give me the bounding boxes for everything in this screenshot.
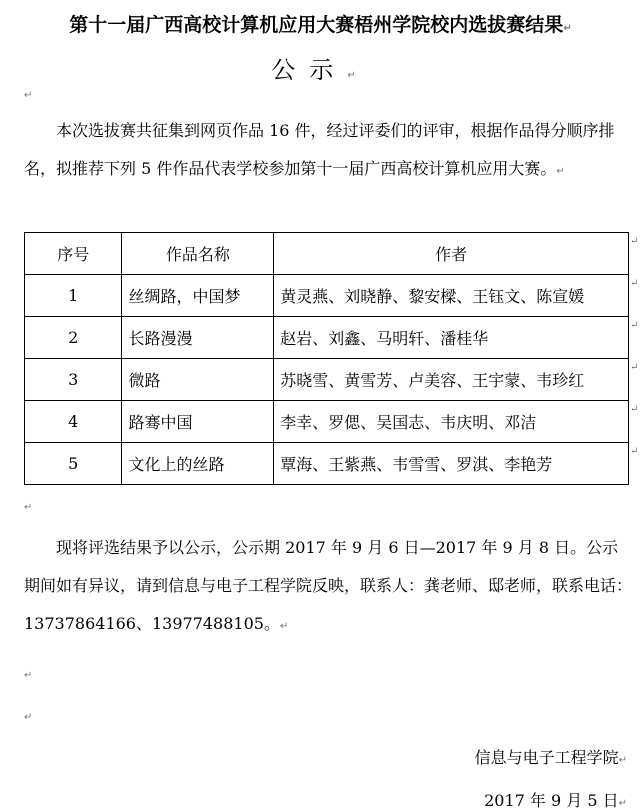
work-title: 长路漫漫 <box>122 317 274 359</box>
row-end-mark-icon: ↵ <box>630 362 639 373</box>
paragraph-mark-icon: ↵ <box>24 712 33 723</box>
row-end-mark-icon: ↵ <box>630 320 639 331</box>
table-row <box>25 275 629 317</box>
intro-paragraph: 本次选拔赛共征集到网页作品 16 件，经过评委们的评审，根据作品得分顺序排名，拟推荐下列 5 件作品代表学校参加第十一届广西高校计算机应用大赛。↵ <box>24 121 615 178</box>
paragraph-mark-icon: ↵ <box>347 70 370 81</box>
paragraph-mark-icon: ↵ <box>618 798 627 809</box>
header-cell-no: 序号 <box>25 233 122 275</box>
table-row <box>25 443 629 485</box>
work-authors: 黄灵燕、刘晓静、黎安樑、王钰文、陈宣媛 <box>274 275 629 317</box>
work-authors: 赵岩、刘鑫、马明轩、潘桂华 <box>274 317 629 359</box>
work-title: 微路 <box>122 359 274 401</box>
document-title: 第十一届广西高校计算机应用大赛梧州学院校内选拔赛结果↵ <box>69 14 572 36</box>
work-authors: 李幸、罗偲、吴国志、韦庆明、邓洁 <box>274 401 629 443</box>
paragraph-mark-icon: ↵ <box>618 755 627 766</box>
work-authors: 苏晓雪、黄雪芳、卢美容、王宇蒙、韦珍红 <box>274 359 629 401</box>
paragraph-mark-icon: ↵ <box>279 621 289 632</box>
results-table <box>24 232 629 485</box>
table-row <box>25 359 629 401</box>
row-number: 5 <box>25 443 122 485</box>
paragraph-mark-icon: ↵ <box>563 23 572 34</box>
document-subtitle: 公示↵ <box>271 56 370 84</box>
row-end-mark-icon: ↵ <box>630 404 639 415</box>
table-row <box>25 317 629 359</box>
paragraph-mark-icon: ↵ <box>556 166 565 177</box>
paragraph-mark-icon: ↵ <box>24 90 33 101</box>
work-title: 丝绸路，中国梦 <box>122 275 274 317</box>
row-end-mark-icon: ↵ <box>630 236 639 247</box>
header-cell-authors: 作者 <box>274 233 629 275</box>
row-number: 3 <box>25 359 122 401</box>
row-end-mark-icon: ↵ <box>630 278 639 289</box>
paragraph-mark-icon: ↵ <box>24 502 33 513</box>
row-number: 1 <box>25 275 122 317</box>
work-title: 文化上的丝路 <box>122 443 274 485</box>
row-number: 4 <box>25 401 122 443</box>
table-header-row <box>25 233 629 275</box>
table-row <box>25 401 629 443</box>
notice-paragraph: 现将评选结果予以公示，公示期 2017 年 9 月 6 日—2017 年 9 月 8 日。公示期间如有异议，请到信息与电子工程学院反映，联系人：龚老师、邸老师，联系电话：13737864166、13977488105。↵ <box>24 538 633 633</box>
row-end-mark-icon: ↵ <box>630 446 639 457</box>
work-authors: 覃海、王紫燕、韦雪雪、罗淇、李艳芳 <box>274 443 629 485</box>
work-title: 路骞中国 <box>122 401 274 443</box>
signature-date: 2017 年 9 月 5 日↵ <box>484 791 627 810</box>
signature-organization: 信息与电子工程学院↵ <box>474 748 627 767</box>
header-cell-title: 作品名称 <box>122 233 274 275</box>
paragraph-mark-icon: ↵ <box>24 670 33 681</box>
row-number: 2 <box>25 317 122 359</box>
